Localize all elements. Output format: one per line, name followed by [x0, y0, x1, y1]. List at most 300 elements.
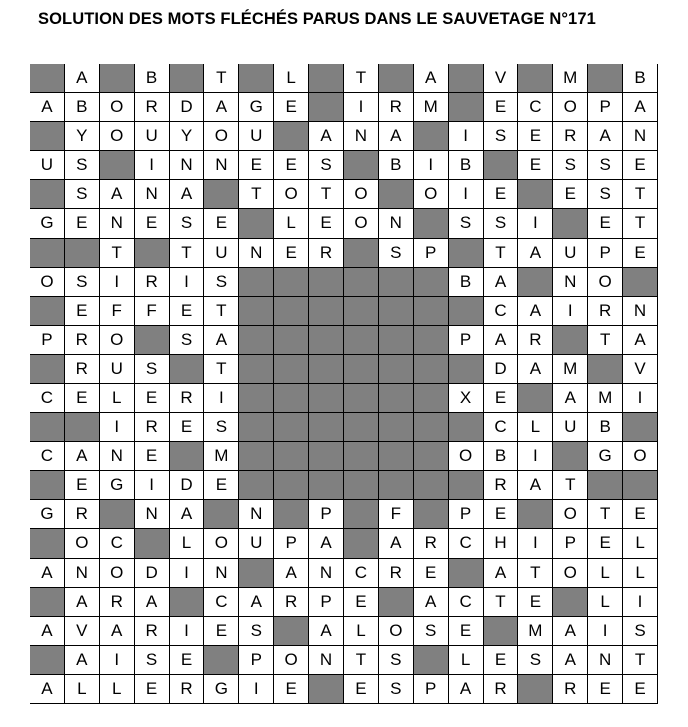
letter-cell: S	[135, 646, 170, 675]
letter-cell: A	[65, 588, 100, 617]
letter-cell: T	[484, 239, 519, 268]
black-cell	[414, 297, 449, 326]
letter-cell: N	[204, 151, 239, 180]
letter-cell: S	[65, 268, 100, 297]
letter-cell: U	[553, 239, 588, 268]
black-cell	[170, 64, 205, 93]
letter-cell: S	[65, 151, 100, 180]
black-cell	[170, 442, 205, 471]
black-cell	[379, 413, 414, 442]
letter-cell: A	[204, 93, 239, 122]
black-cell	[30, 297, 65, 326]
black-cell	[344, 268, 379, 297]
black-cell	[518, 500, 553, 529]
letter-cell: P	[449, 326, 484, 355]
black-cell	[518, 64, 553, 93]
letter-cell: S	[588, 180, 623, 209]
letter-cell: U	[239, 529, 274, 558]
letter-cell: A	[309, 617, 344, 646]
letter-cell: L	[623, 559, 658, 588]
letter-cell: A	[484, 326, 519, 355]
letter-cell: E	[449, 617, 484, 646]
letter-cell: O	[623, 442, 658, 471]
letter-cell: A	[170, 180, 205, 209]
letter-cell: S	[623, 617, 658, 646]
letter-cell: I	[518, 209, 553, 238]
letter-cell: P	[588, 239, 623, 268]
black-cell	[518, 675, 553, 704]
letter-cell: T	[204, 297, 239, 326]
black-cell	[414, 326, 449, 355]
black-cell	[135, 239, 170, 268]
letter-cell: F	[379, 500, 414, 529]
letter-cell: Y	[170, 122, 205, 151]
letter-cell: A	[100, 180, 135, 209]
letter-cell: L	[588, 588, 623, 617]
black-cell	[414, 384, 449, 413]
black-cell	[274, 122, 309, 151]
black-cell	[623, 268, 658, 297]
letter-cell: O	[379, 617, 414, 646]
letter-cell: E	[135, 209, 170, 238]
black-cell	[414, 209, 449, 238]
black-cell	[30, 529, 65, 558]
letter-cell: O	[553, 93, 588, 122]
letter-cell: O	[344, 209, 379, 238]
letter-cell: D	[170, 93, 205, 122]
letter-cell: C	[449, 529, 484, 558]
letter-cell: L	[518, 413, 553, 442]
letter-cell: I	[553, 297, 588, 326]
letter-cell: D	[135, 559, 170, 588]
black-cell	[414, 122, 449, 151]
letter-cell: O	[30, 268, 65, 297]
letter-cell: E	[170, 646, 205, 675]
letter-cell: B	[65, 93, 100, 122]
black-cell	[414, 268, 449, 297]
letter-cell: E	[170, 297, 205, 326]
letter-cell: R	[135, 413, 170, 442]
letter-cell: O	[553, 559, 588, 588]
black-cell	[344, 151, 379, 180]
black-cell	[100, 64, 135, 93]
letter-cell: F	[135, 297, 170, 326]
black-cell	[239, 297, 274, 326]
letter-cell: A	[309, 122, 344, 151]
letter-cell: E	[170, 413, 205, 442]
letter-cell: U	[204, 239, 239, 268]
letter-cell: N	[204, 559, 239, 588]
black-cell	[135, 326, 170, 355]
letter-cell: I	[170, 268, 205, 297]
letter-cell: R	[274, 588, 309, 617]
black-cell	[449, 413, 484, 442]
letter-cell: S	[309, 151, 344, 180]
letter-cell: R	[65, 326, 100, 355]
black-cell	[449, 471, 484, 500]
letter-cell: G	[100, 471, 135, 500]
letter-cell: R	[484, 471, 519, 500]
letter-cell: U	[239, 122, 274, 151]
letter-cell: A	[518, 297, 553, 326]
black-cell	[170, 588, 205, 617]
letter-cell: H	[484, 529, 519, 558]
letter-cell: R	[553, 122, 588, 151]
letter-cell: E	[135, 384, 170, 413]
letter-cell: T	[344, 64, 379, 93]
letter-cell: I	[100, 268, 135, 297]
letter-cell: P	[239, 646, 274, 675]
black-cell	[449, 355, 484, 384]
black-cell	[204, 646, 239, 675]
letter-cell: B	[623, 64, 658, 93]
letter-cell: I	[344, 93, 379, 122]
black-cell	[30, 588, 65, 617]
letter-cell: I	[623, 384, 658, 413]
letter-cell: B	[484, 442, 519, 471]
black-cell	[344, 500, 379, 529]
black-cell	[274, 355, 309, 384]
letter-cell: S	[204, 268, 239, 297]
letter-cell: R	[553, 675, 588, 704]
letter-cell: S	[379, 646, 414, 675]
letter-cell: E	[484, 646, 519, 675]
black-cell	[379, 384, 414, 413]
letter-cell: P	[414, 239, 449, 268]
black-cell	[344, 384, 379, 413]
letter-cell: E	[65, 297, 100, 326]
black-cell	[309, 442, 344, 471]
letter-cell: A	[414, 588, 449, 617]
letter-cell: S	[170, 326, 205, 355]
black-cell	[30, 122, 65, 151]
letter-cell: A	[30, 559, 65, 588]
letter-cell: E	[274, 93, 309, 122]
letter-cell: B	[449, 268, 484, 297]
letter-cell: U	[100, 355, 135, 384]
letter-cell: T	[623, 209, 658, 238]
letter-cell: T	[588, 326, 623, 355]
letter-cell: A	[518, 239, 553, 268]
letter-cell: T	[170, 239, 205, 268]
letter-cell: F	[100, 297, 135, 326]
letter-cell: O	[65, 529, 100, 558]
black-cell	[274, 413, 309, 442]
letter-cell: R	[65, 500, 100, 529]
letter-cell: E	[309, 209, 344, 238]
letter-cell: E	[588, 529, 623, 558]
crossword-grid	[30, 64, 658, 704]
black-cell	[239, 209, 274, 238]
black-cell	[414, 355, 449, 384]
black-cell	[274, 384, 309, 413]
letter-cell: E	[484, 384, 519, 413]
black-cell	[344, 355, 379, 384]
letter-cell: Y	[65, 122, 100, 151]
letter-cell: R	[414, 529, 449, 558]
letter-cell: R	[135, 93, 170, 122]
letter-cell: P	[553, 529, 588, 558]
letter-cell: O	[204, 529, 239, 558]
letter-cell: I	[100, 413, 135, 442]
letter-cell: S	[588, 151, 623, 180]
letter-cell: R	[100, 588, 135, 617]
letter-cell: E	[65, 471, 100, 500]
letter-cell: I	[449, 180, 484, 209]
black-cell	[239, 559, 274, 588]
black-cell	[239, 471, 274, 500]
letter-cell: S	[553, 151, 588, 180]
letter-cell: T	[588, 500, 623, 529]
letter-cell: S	[484, 209, 519, 238]
letter-cell: A	[135, 588, 170, 617]
letter-cell: I	[588, 617, 623, 646]
black-cell	[100, 500, 135, 529]
letter-cell: P	[30, 326, 65, 355]
black-cell	[518, 268, 553, 297]
black-cell	[309, 355, 344, 384]
letter-cell: A	[30, 675, 65, 704]
letter-cell: E	[204, 209, 239, 238]
black-cell	[588, 471, 623, 500]
black-cell	[344, 471, 379, 500]
letter-cell: M	[414, 93, 449, 122]
black-cell	[274, 442, 309, 471]
letter-cell: I	[414, 151, 449, 180]
black-cell	[309, 268, 344, 297]
black-cell	[239, 326, 274, 355]
letter-cell: S	[379, 239, 414, 268]
letter-cell: A	[449, 675, 484, 704]
letter-cell: O	[344, 180, 379, 209]
black-cell	[239, 413, 274, 442]
letter-cell: I	[135, 471, 170, 500]
letter-cell: O	[414, 180, 449, 209]
black-cell	[65, 239, 100, 268]
black-cell	[274, 268, 309, 297]
letter-cell: A	[484, 268, 519, 297]
letter-cell: L	[344, 617, 379, 646]
letter-cell: C	[100, 529, 135, 558]
letter-cell: B	[588, 413, 623, 442]
black-cell	[623, 471, 658, 500]
letter-cell: S	[239, 617, 274, 646]
black-cell	[309, 413, 344, 442]
black-cell	[379, 297, 414, 326]
letter-cell: V	[65, 617, 100, 646]
black-cell	[274, 326, 309, 355]
letter-cell: O	[100, 326, 135, 355]
letter-cell: P	[449, 500, 484, 529]
black-cell	[30, 64, 65, 93]
letter-cell: R	[379, 559, 414, 588]
letter-cell: E	[484, 500, 519, 529]
letter-cell: A	[553, 646, 588, 675]
letter-cell: L	[623, 529, 658, 558]
letter-cell: N	[623, 297, 658, 326]
letter-cell: S	[204, 413, 239, 442]
letter-cell: I	[100, 646, 135, 675]
letter-cell: E	[204, 471, 239, 500]
black-cell	[274, 297, 309, 326]
letter-cell: N	[65, 559, 100, 588]
letter-cell: E	[623, 151, 658, 180]
letter-cell: E	[588, 209, 623, 238]
letter-cell: C	[484, 297, 519, 326]
letter-cell: I	[204, 384, 239, 413]
letter-cell: S	[65, 180, 100, 209]
black-cell	[204, 180, 239, 209]
black-cell	[309, 384, 344, 413]
letter-cell: L	[274, 64, 309, 93]
letter-cell: N	[309, 646, 344, 675]
letter-cell: A	[553, 384, 588, 413]
black-cell	[449, 239, 484, 268]
letter-cell: S	[379, 675, 414, 704]
letter-cell: L	[65, 675, 100, 704]
letter-cell: O	[274, 180, 309, 209]
letter-cell: O	[553, 500, 588, 529]
letter-cell: A	[379, 529, 414, 558]
letter-cell: N	[135, 500, 170, 529]
letter-cell: N	[553, 268, 588, 297]
letter-cell: P	[588, 93, 623, 122]
letter-cell: C	[449, 588, 484, 617]
letter-cell: E	[344, 588, 379, 617]
letter-cell: E	[274, 151, 309, 180]
black-cell	[309, 326, 344, 355]
letter-cell: C	[484, 413, 519, 442]
letter-cell: T	[553, 471, 588, 500]
black-cell	[484, 151, 519, 180]
black-cell	[65, 413, 100, 442]
black-cell	[414, 471, 449, 500]
letter-cell: A	[309, 529, 344, 558]
letter-cell: N	[588, 646, 623, 675]
letter-cell: T	[484, 588, 519, 617]
letter-cell: M	[553, 64, 588, 93]
black-cell	[414, 500, 449, 529]
black-cell	[30, 413, 65, 442]
letter-cell: O	[588, 268, 623, 297]
letter-cell: A	[30, 617, 65, 646]
letter-cell: A	[518, 355, 553, 384]
letter-cell: O	[100, 93, 135, 122]
letter-cell: A	[30, 93, 65, 122]
page-title: SOLUTION DES MOTS FLÉCHÉS PARUS DANS LE SAUVETAGE N°171	[38, 10, 596, 28]
letter-cell: A	[623, 93, 658, 122]
letter-cell: N	[239, 239, 274, 268]
letter-cell: I	[518, 529, 553, 558]
black-cell	[135, 529, 170, 558]
black-cell	[379, 180, 414, 209]
black-cell	[518, 384, 553, 413]
letter-cell: L	[100, 384, 135, 413]
letter-cell: O	[100, 122, 135, 151]
black-cell	[30, 471, 65, 500]
letter-cell: A	[484, 559, 519, 588]
black-cell	[414, 442, 449, 471]
letter-cell: N	[135, 180, 170, 209]
black-cell	[30, 646, 65, 675]
letter-cell: M	[588, 384, 623, 413]
black-cell	[553, 209, 588, 238]
letter-cell: L	[274, 209, 309, 238]
letter-cell: L	[170, 529, 205, 558]
letter-cell: A	[274, 559, 309, 588]
letter-cell: A	[414, 64, 449, 93]
letter-cell: S	[484, 122, 519, 151]
black-cell	[274, 471, 309, 500]
letter-cell: R	[65, 355, 100, 384]
letter-cell: R	[309, 239, 344, 268]
letter-cell: L	[449, 646, 484, 675]
black-cell	[449, 93, 484, 122]
black-cell	[274, 617, 309, 646]
letter-cell: N	[239, 500, 274, 529]
letter-cell: E	[518, 122, 553, 151]
black-cell	[239, 268, 274, 297]
letter-cell: R	[588, 297, 623, 326]
letter-cell: C	[30, 384, 65, 413]
black-cell	[344, 413, 379, 442]
letter-cell: C	[30, 442, 65, 471]
letter-cell: I	[623, 588, 658, 617]
black-cell	[204, 500, 239, 529]
letter-cell: N	[100, 209, 135, 238]
black-cell	[553, 326, 588, 355]
black-cell	[30, 239, 65, 268]
letter-cell: R	[518, 326, 553, 355]
letter-cell: R	[135, 617, 170, 646]
letter-cell: G	[588, 442, 623, 471]
letter-cell: G	[204, 675, 239, 704]
letter-cell: T	[518, 559, 553, 588]
black-cell	[379, 442, 414, 471]
letter-cell: E	[135, 442, 170, 471]
letter-cell: I	[170, 559, 205, 588]
letter-cell: E	[484, 93, 519, 122]
letter-cell: O	[449, 442, 484, 471]
letter-cell: S	[170, 209, 205, 238]
letter-cell: N	[309, 559, 344, 588]
black-cell	[344, 326, 379, 355]
letter-cell: A	[623, 326, 658, 355]
black-cell	[414, 646, 449, 675]
letter-cell: V	[623, 355, 658, 384]
letter-cell: T	[239, 180, 274, 209]
letter-cell: M	[518, 617, 553, 646]
letter-cell: A	[170, 500, 205, 529]
letter-cell: E	[484, 180, 519, 209]
letter-cell: E	[623, 675, 658, 704]
black-cell	[449, 559, 484, 588]
letter-cell: E	[623, 239, 658, 268]
letter-cell: U	[135, 122, 170, 151]
letter-cell: A	[553, 617, 588, 646]
black-cell	[309, 64, 344, 93]
letter-cell: N	[100, 442, 135, 471]
letter-cell: A	[588, 122, 623, 151]
letter-cell: I	[239, 675, 274, 704]
letter-cell: D	[484, 355, 519, 384]
letter-cell: T	[344, 646, 379, 675]
letter-cell: P	[309, 500, 344, 529]
black-cell	[588, 64, 623, 93]
letter-cell: E	[518, 588, 553, 617]
letter-cell: V	[484, 64, 519, 93]
black-cell	[344, 297, 379, 326]
